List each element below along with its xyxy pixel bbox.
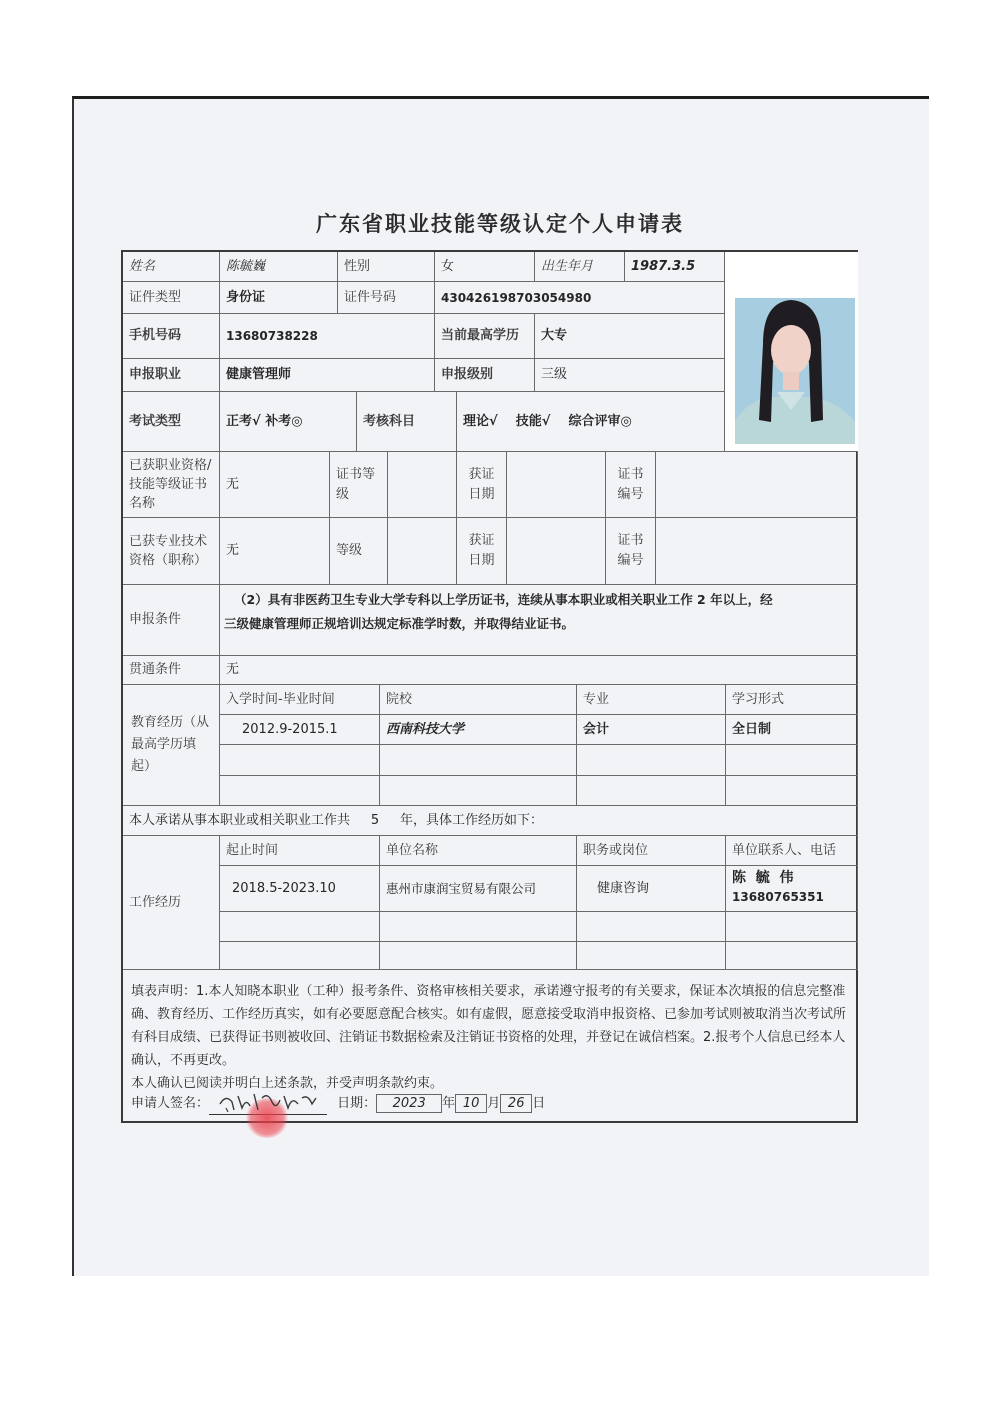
apply-condition-label: 申报条件 [123, 585, 220, 656]
work-pledge-prefix: 本人承诺从事本职业或相关职业工作共 [129, 812, 351, 828]
job-value: 健康管理师 [220, 359, 435, 392]
date-day: 26 [500, 1094, 532, 1113]
date-day-unit: 日 [532, 1096, 546, 1111]
tech-date-value [507, 518, 606, 585]
edu-row-2-major [577, 745, 726, 776]
gender-value: 女 [435, 252, 535, 282]
edu-header-mode: 学习形式 [726, 685, 858, 715]
qual-cert-value: 无 [220, 452, 330, 518]
edu-row-1-mode: 全日制 [726, 715, 858, 745]
qual-cert-date-label: 获证日期 [457, 452, 507, 518]
job-label: 申报职业 [123, 359, 220, 392]
edu-header-major: 专业 [577, 685, 726, 715]
work-row-3-contact [726, 942, 858, 970]
apply-condition-line-1: （2）具有非医药卫生专业大学专科以上学历证书，连续从事本职业或相关职业工作 2 年以上，经 [234, 592, 773, 607]
subjects-value: 理论√ 技能√ 综合评审◎ [457, 392, 725, 452]
edu-header-period: 入学时间-毕业时间 [220, 685, 380, 715]
qual-cert-no-label: 证书编号 [606, 452, 656, 518]
date-label: 日期： [337, 1096, 377, 1111]
date-year: 2023 [376, 1094, 442, 1113]
work-row-1-contact [726, 866, 858, 912]
edu-row-3-major [577, 776, 726, 806]
qual-cert-level-value [388, 452, 457, 518]
qual-cert-date-value [507, 452, 606, 518]
work-row-3-company [380, 942, 577, 970]
qual-cert-level-label: 证书等级 [330, 452, 388, 518]
id-no-label: 证件号码 [338, 282, 435, 314]
id-no-value: 430426198703054980 [435, 282, 725, 314]
work-header-contact: 单位联系人、电话 [726, 836, 858, 866]
birth-label: 出生年月 [535, 252, 625, 282]
through-condition-value: 无 [220, 656, 858, 685]
portrait-image [725, 252, 858, 452]
work-row-3-position [577, 942, 726, 970]
tech-level-label: 等级 [330, 518, 388, 585]
education-label: 教育经历（从最高学历填起） [123, 685, 220, 806]
edu-row-1-school: 西南科技大学 [380, 715, 577, 745]
work-row-1-contact-name: 陈 毓 伟 [732, 870, 794, 886]
work-row-1-company: 惠州市康润宝贸易有限公司 [380, 866, 577, 912]
work-label: 工作经历 [123, 836, 220, 970]
qual-cert-label: 已获职业资格/技能等级证书名称 [123, 452, 220, 518]
edu-row-1-period: 2012.9-2015.1 [220, 715, 380, 745]
date-month-unit: 月 [487, 1096, 501, 1111]
edu-row-1-major: 会计 [577, 715, 726, 745]
work-row-2-company [380, 912, 577, 942]
edu-label: 当前最高学历 [435, 314, 535, 359]
apply-condition-cell [220, 585, 858, 656]
work-pledge-suffix: 年，具体工作经历如下： [400, 812, 544, 828]
tech-level-value [388, 518, 457, 585]
subject-label: 考核科目 [357, 392, 457, 452]
tech-date-label: 获证日期 [457, 518, 507, 585]
work-row-3-period [220, 942, 380, 970]
page-title: 广东省职业技能等级认定个人申请表 [316, 212, 684, 236]
work-row-2-position [577, 912, 726, 942]
work-header-period: 起止时间 [220, 836, 380, 866]
tech-no-label: 证书编号 [606, 518, 656, 585]
phone-value: 13680738228 [220, 314, 435, 359]
date-year-unit: 年 [442, 1096, 456, 1111]
edu-row-2-mode [726, 745, 858, 776]
apply-condition-line-2: 三级健康管理师正规培训达规定标准学时数，并取得结业证书。 [224, 616, 575, 631]
work-header-position: 职务或岗位 [577, 836, 726, 866]
edu-value: 大专 [535, 314, 725, 359]
edu-row-2-period [220, 745, 380, 776]
applicant-photo [725, 252, 858, 452]
declaration-confirm: 本人确认已阅读并明白上述条款，并受声明条款约束。 [131, 1076, 444, 1091]
edu-header-school: 院校 [380, 685, 577, 715]
date-month: 10 [455, 1094, 487, 1113]
level-value: 三级 [535, 359, 725, 392]
work-header-company: 单位名称 [380, 836, 577, 866]
tech-title-value: 无 [220, 518, 330, 585]
id-type-label: 证件类型 [123, 282, 220, 314]
work-row-1-period: 2018.5-2023.10 [220, 866, 380, 912]
work-row-2-contact [726, 912, 858, 942]
phone-label: 手机号码 [123, 314, 220, 359]
gender-label: 性别 [338, 252, 435, 282]
handwritten-signature [218, 1090, 330, 1112]
through-condition-label: 贯通条件 [123, 656, 220, 685]
edu-row-2-school [380, 745, 577, 776]
name-label: 姓名 [123, 252, 220, 282]
edu-row-3-period [220, 776, 380, 806]
application-form [121, 250, 858, 1123]
id-type-value: 身份证 [220, 282, 338, 314]
tech-no-value [656, 518, 858, 585]
edu-row-3-school [380, 776, 577, 806]
work-pledge [123, 806, 858, 836]
declaration-text: 填表声明：1.本人知晓本职业（工种）报考条件、资格审核相关要求，承诺遵守报考的有关要求，保证本次填报的信息完整准确、教育经历、工作经历真实，如有必要愿意配合核实。如有虚假，愿意接受取消申报资格、已参加考试则被取消当次考试所有科目成绩、已获得证书则被收回、注销证书数据检索及注销证书资格的处理，并登记在诚信档案。2.报考个人信息已经本人确认，不再更改。 [131, 984, 847, 1068]
work-years: 5 [370, 812, 380, 828]
exam-type-label: 考试类型 [123, 392, 220, 452]
sign-label: 申请人签名： [131, 1096, 210, 1111]
work-row-2-period [220, 912, 380, 942]
tech-title-label: 已获专业技术资格（职称） [123, 518, 220, 585]
exam-type-value: 正考√ 补考◎ [220, 392, 357, 452]
qual-cert-no-value [656, 452, 858, 518]
birth-value: 1987.3.5 [625, 252, 725, 282]
edu-row-3-mode [726, 776, 858, 806]
work-row-1-position: 健康咨询 [577, 866, 726, 912]
level-label: 申报级别 [435, 359, 535, 392]
work-row-1-contact-phone: 13680765351 [732, 890, 824, 904]
name-value: 陈毓巍 [220, 252, 338, 282]
